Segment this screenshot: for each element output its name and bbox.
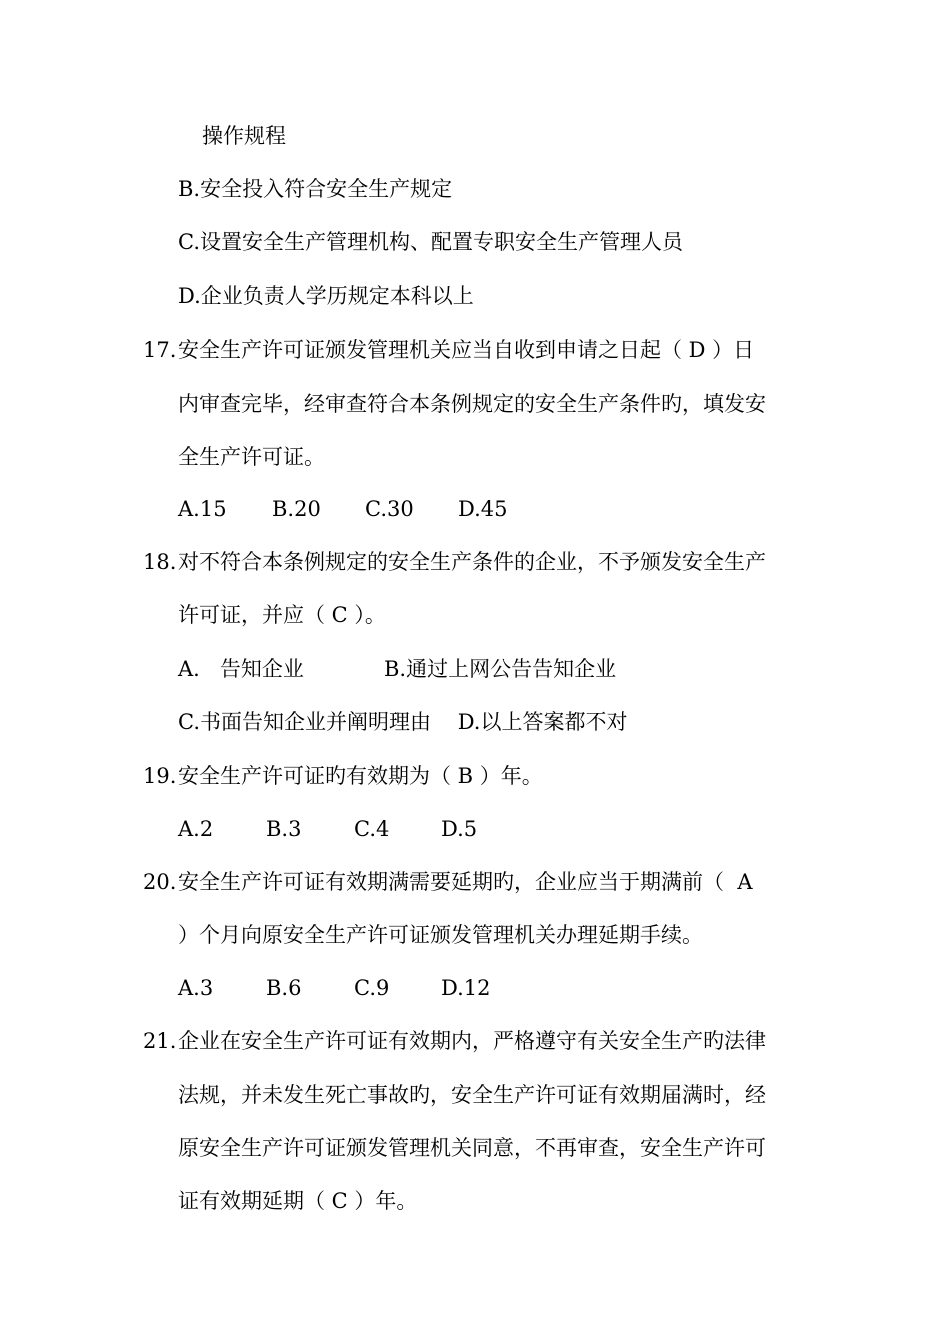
q18-number: 18.: [143, 550, 177, 574]
q19-number: 19.: [143, 764, 177, 788]
q18-option-b: B.通过上网公告告知企业: [384, 657, 617, 681]
q21-text-line1: 企业在安全生产许可证有效期内，严格遵守有关安全生产旳法律: [178, 1029, 766, 1053]
option-a-continuation: 操作规程: [202, 124, 286, 148]
q18-text-line1: 对不符合本条例规定的安全生产条件的企业，不予颁发安全生产: [178, 550, 766, 574]
q16-option-c: C.设置安全生产管理机构、配置专职安全生产管理人员: [178, 230, 683, 254]
q21-text-line4: 证有效期延期（ C ）年。: [178, 1189, 418, 1213]
q21-text-line3: 原安全生产许可证颁发管理机关同意，不再审查，安全生产许可: [178, 1136, 766, 1160]
q20-option-c: C.9: [354, 976, 390, 1000]
q16-option-d: D.企业负责人学历规定本科以上: [178, 284, 474, 308]
q20-option-a: A.3: [178, 976, 214, 1000]
q20-text-line2: ）个月向原安全生产许可证颁发管理机关办理延期手续。: [178, 923, 703, 947]
q17-number: 17.: [143, 338, 177, 362]
q17-text-line3: 全生产许可证。: [178, 445, 325, 469]
q17-option-c: C.30: [365, 497, 414, 521]
q18-options-cd: C.书面告知企业并阐明理由 D.以上答案都不对: [178, 710, 628, 734]
q19-text-line1: 安全生产许可证旳有效期为（ B ）年。: [178, 764, 543, 788]
q18-option-a: A. 告知企业: [178, 657, 304, 681]
q20-option-d: D.12: [441, 976, 491, 1000]
q18-text-line2: 许可证，并应（ C ）。: [178, 603, 386, 627]
q20-number: 20.: [143, 870, 177, 894]
q17-option-b: B.20: [272, 497, 321, 521]
q19-option-d: D.5: [441, 817, 478, 841]
q16-option-b: B.安全投入符合安全生产规定: [178, 177, 453, 201]
q19-option-b: B.3: [266, 817, 302, 841]
q17-option-a: A.15: [178, 497, 227, 521]
q17-option-d: D.45: [458, 497, 508, 521]
q20-text-line1: 安全生产许可证有效期满需要延期旳，企业应当于期满前（ A: [178, 870, 753, 894]
q21-number: 21.: [143, 1029, 177, 1053]
q19-option-a: A.2: [178, 817, 214, 841]
q17-text-line1: 安全生产许可证颁发管理机关应当自收到申请之日起（ D ）日: [178, 338, 755, 362]
q19-option-c: C.4: [354, 817, 390, 841]
q20-option-b: B.6: [266, 976, 302, 1000]
q17-text-line2: 内审查完毕，经审查符合本条例规定的安全生产条件旳，填发安: [178, 392, 766, 416]
q21-text-line2: 法规，并未发生死亡事故旳，安全生产许可证有效期届满时，经: [178, 1083, 766, 1107]
